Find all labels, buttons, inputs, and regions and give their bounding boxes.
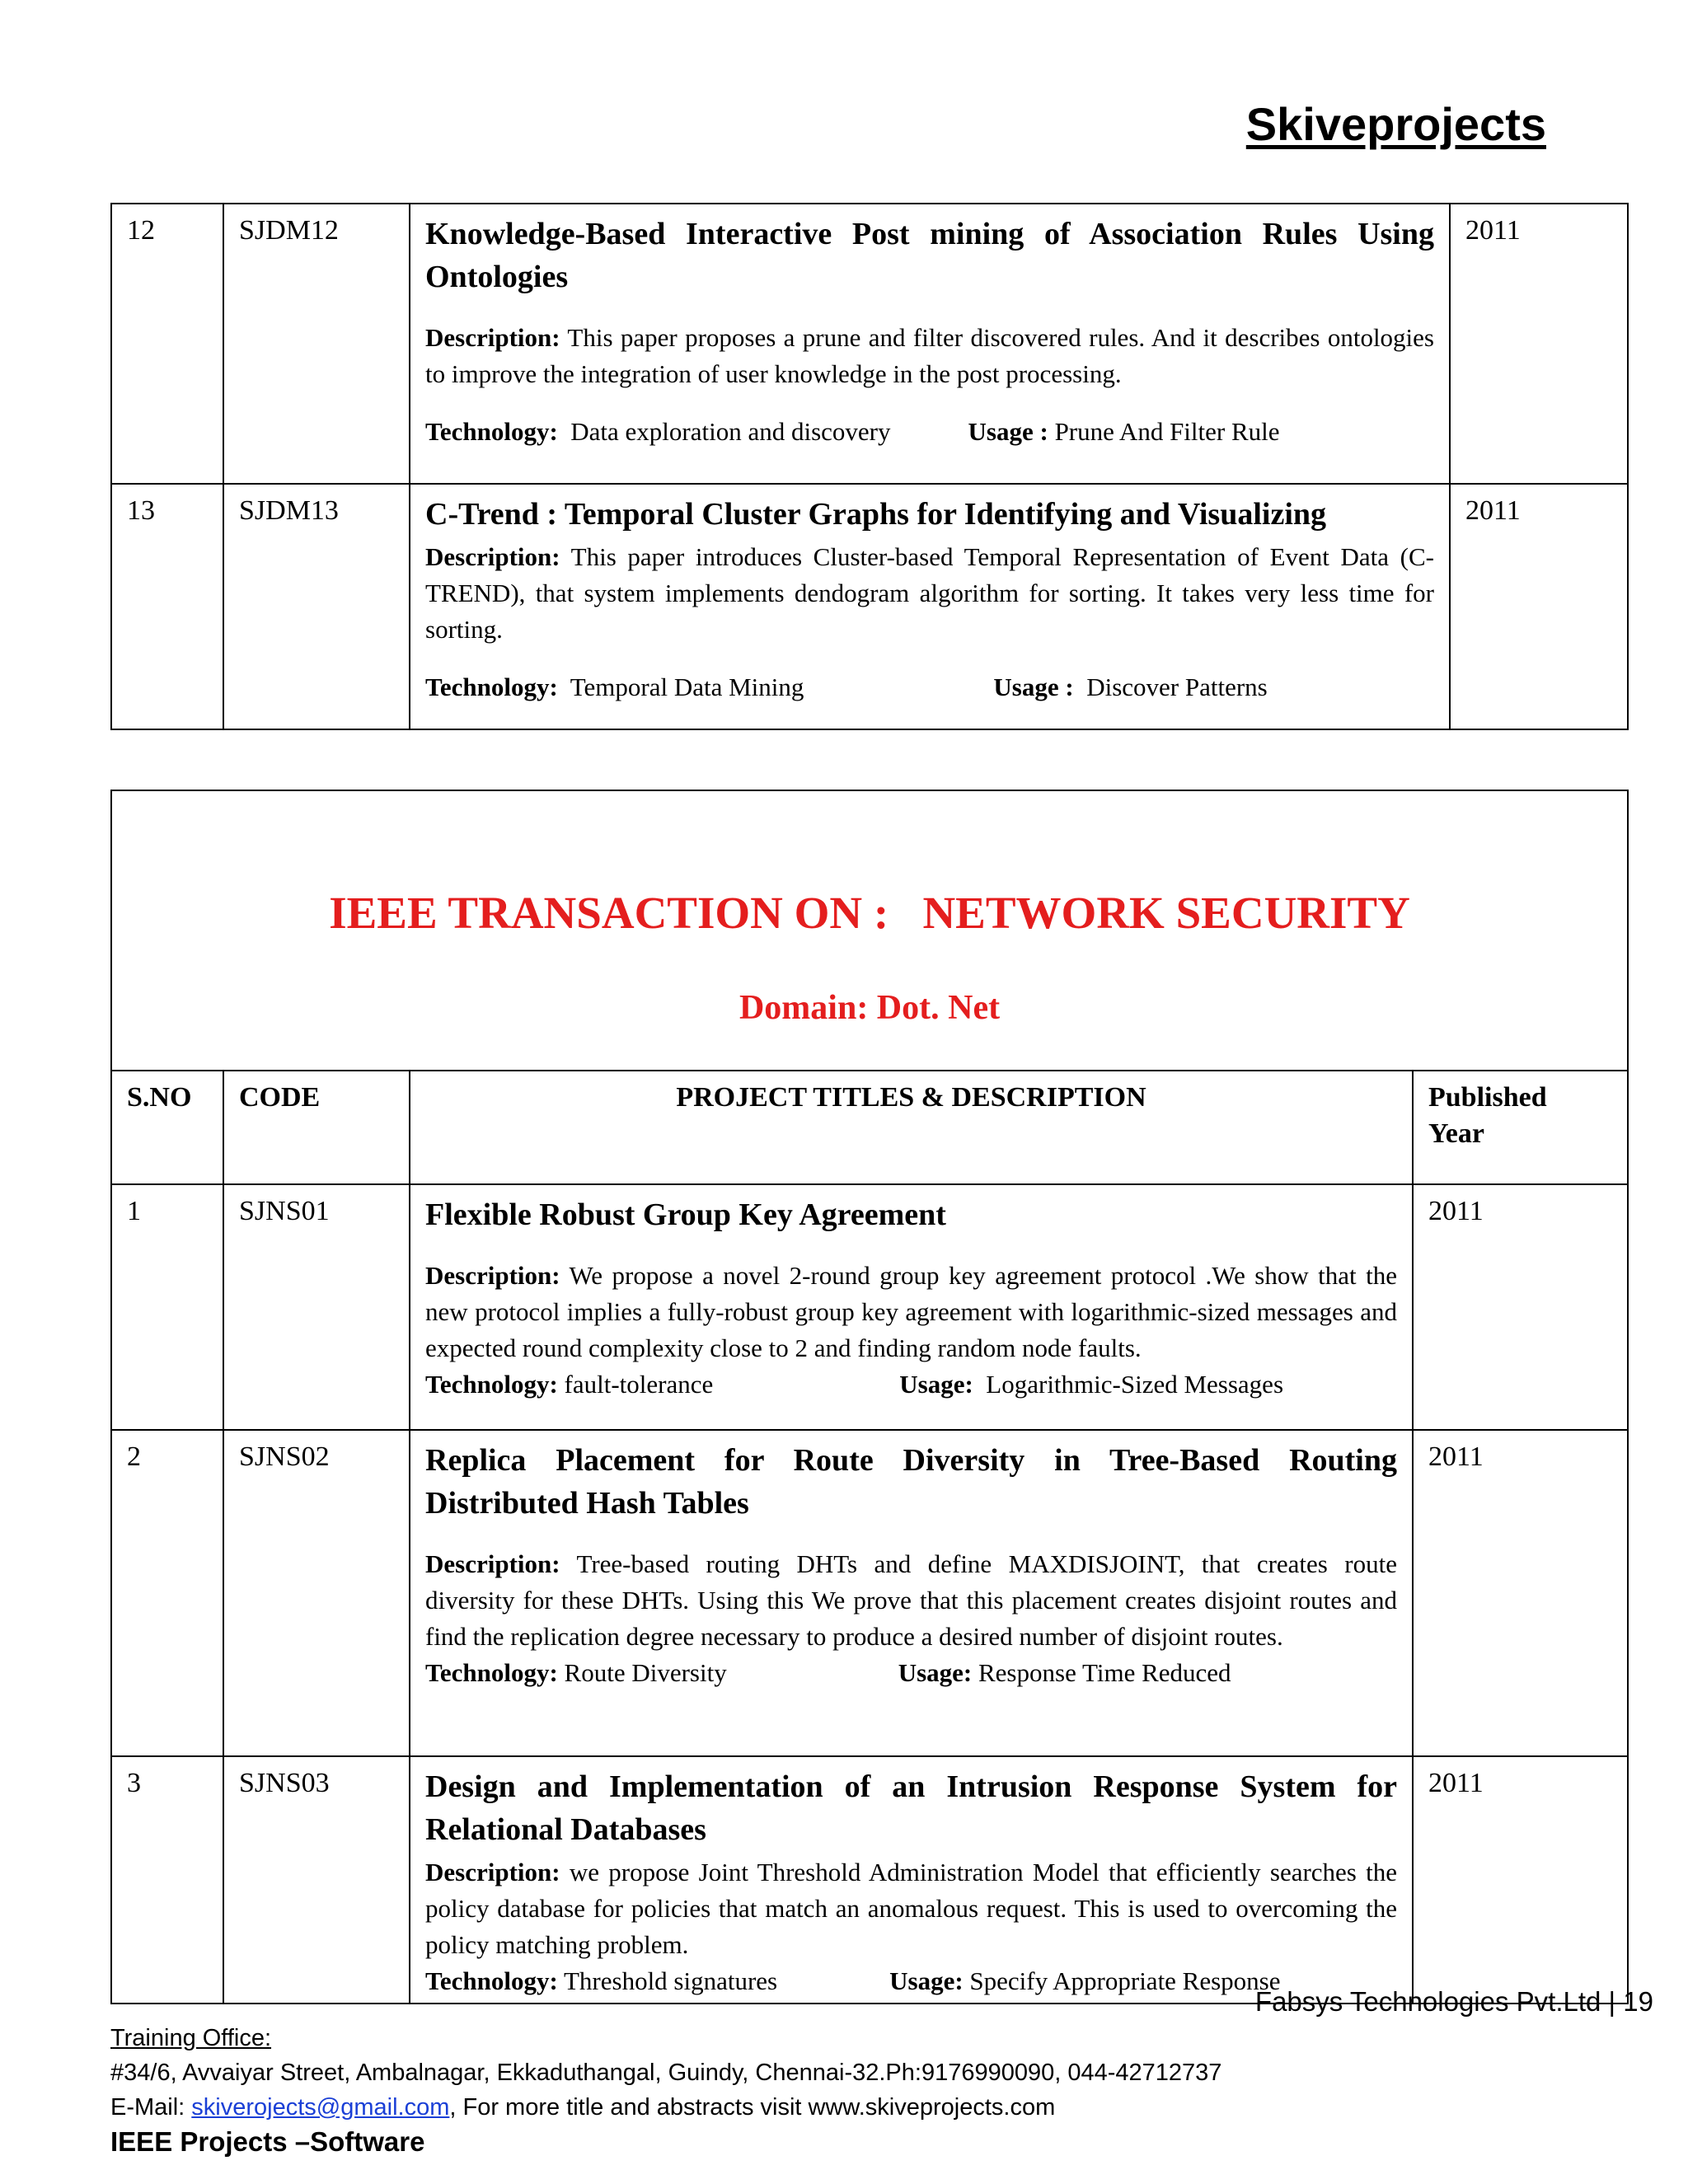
sno-cell: 13 <box>111 484 223 729</box>
technology-label: Technology: <box>425 1658 558 1687</box>
project-description <box>425 320 1434 392</box>
header-code: CODE <box>223 1071 410 1184</box>
year-cell: 2011 <box>1413 1756 1628 2004</box>
project-description <box>425 1854 1397 1963</box>
technology-label: Technology: <box>425 673 558 701</box>
project-title: Flexible Robust Group Key Agreement <box>425 1197 946 1232</box>
header-sno: S.NO <box>111 1071 223 1184</box>
project-description <box>425 1258 1397 1366</box>
usage-value: Response Time Reduced <box>978 1658 1231 1687</box>
technology-value: Data exploration and discovery <box>570 417 891 446</box>
table-row <box>111 484 1628 729</box>
project-technology <box>425 1655 1397 1691</box>
technology-label: Technology: <box>425 417 558 446</box>
technology-label: Technology: <box>425 1370 558 1399</box>
footer-tagline: IEEE Projects –Software <box>110 2126 425 2157</box>
project-description <box>425 1546 1397 1655</box>
project-technology <box>425 1963 1397 1999</box>
footer-company: Fabsys Technologies Pvt.Ltd | 19 <box>1254 1986 1653 2017</box>
footer <box>110 2021 1221 2159</box>
project-cell <box>410 1756 1413 2004</box>
year-cell: 2011 <box>1413 1184 1628 1430</box>
usage-label: Usage : <box>968 417 1048 446</box>
section-domain: Domain: Dot. Net <box>738 989 1001 1027</box>
project-cell <box>410 484 1450 729</box>
footer-email-link[interactable]: skiverojects@gmail.com <box>191 2094 450 2121</box>
table-header-row <box>111 1071 1628 1184</box>
code-cell: SJNS03 <box>223 1756 410 2004</box>
description-label: Description: <box>425 1549 560 1578</box>
code-cell: SJDM13 <box>223 484 410 729</box>
code-cell: SJNS01 <box>223 1184 410 1430</box>
project-cell <box>410 204 1450 484</box>
usage-value: Discover Patterns <box>1086 673 1268 701</box>
description-text: We propose a novel 2-round group key agreement protocol .We show that the new protocol implies a fully-robust group key agreement with logarithmic-sized messages and expected round complexity close to 2 and finding random node faults. <box>425 1261 1397 1362</box>
banner-cell <box>111 790 1628 1071</box>
project-cell <box>410 1430 1413 1756</box>
header-year-line1: Published <box>1428 1082 1547 1113</box>
description-label: Description: <box>425 323 560 352</box>
footer-email-suffix: , For more title and abstracts visit www.skiveprojects.com <box>449 2094 1056 2121</box>
project-technology <box>425 414 1434 450</box>
description-label: Description: <box>425 1261 560 1290</box>
usage-value: Prune And Filter Rule <box>1054 417 1280 446</box>
project-technology <box>425 1366 1397 1403</box>
technology-label: Technology: <box>425 1966 558 1995</box>
table-row <box>111 1756 1628 2004</box>
code-cell: SJDM12 <box>223 204 410 484</box>
header-title: PROJECT TITLES & DESCRIPTION <box>410 1071 1413 1184</box>
header-year <box>1413 1071 1628 1184</box>
usage-label: Usage : <box>993 673 1074 701</box>
table-row <box>111 204 1628 484</box>
project-description <box>425 539 1434 648</box>
footer-address: #34/6, Avvaiyar Street, Ambalnagar, Ekkaduthangal, Guindy, Chennai-32.Ph:9176990090, 044-42712737 <box>110 2060 1222 2086</box>
year-cell: 2011 <box>1450 484 1628 729</box>
description-text: we propose Joint Threshold Administration Model that efficiently searches the policy database for policies that match an anomalous request. This is used to overcoming the policy matching problem. <box>425 1858 1397 1959</box>
section-banner <box>111 790 1628 1071</box>
footer-office-label: Training Office: <box>110 2025 272 2051</box>
sno-cell: 12 <box>111 204 223 484</box>
description-label: Description: <box>425 542 560 571</box>
description-text: This paper introduces Cluster-based Temporal Representation of Event Data (C-TREND), that system implements dendogram algorithm for sorting. It takes very less time for sorting. <box>425 542 1434 644</box>
project-title: Design and Implementation of an Intrusion Response System for Relational Databases <box>425 1769 1397 1847</box>
usage-value: Specify Appropriate Response <box>969 1966 1281 1995</box>
usage-label: Usage: <box>889 1966 964 1995</box>
usage-label: Usage: <box>899 1370 973 1399</box>
technology-value: fault-tolerance <box>564 1370 714 1399</box>
sno-cell: 3 <box>111 1756 223 2004</box>
network-security-table <box>110 790 1629 2004</box>
technology-value: Temporal Data Mining <box>570 673 804 701</box>
projects-table-continued <box>110 203 1629 730</box>
project-technology <box>425 669 1434 705</box>
table-row <box>111 1184 1628 1430</box>
year-cell: 2011 <box>1450 204 1628 484</box>
table-row <box>111 1430 1628 1756</box>
description-label: Description: <box>425 1858 560 1886</box>
year-cell: 2011 <box>1413 1430 1628 1756</box>
code-cell: SJNS02 <box>223 1430 410 1756</box>
sno-cell: 2 <box>111 1430 223 1756</box>
footer-contact <box>110 2090 1221 2125</box>
footer-email-prefix: E-Mail: <box>110 2094 192 2121</box>
project-title: C-Trend : Temporal Cluster Graphs for Identifying and Visualizing <box>425 497 1327 532</box>
project-title: Replica Placement for Route Diversity in Tree-Based Routing Distributed Hash Tables <box>425 1443 1397 1521</box>
technology-value: Threshold signatures <box>563 1966 778 1995</box>
sno-cell: 1 <box>111 1184 223 1430</box>
usage-label: Usage: <box>898 1658 973 1687</box>
brand-title: Skiveprojects <box>1245 98 1546 150</box>
header-year-line2: Year <box>1428 1118 1484 1149</box>
project-cell <box>410 1184 1413 1430</box>
project-title: Knowledge-Based Interactive Post mining of Association Rules Using Ontologies <box>425 217 1434 294</box>
technology-value: Route Diversity <box>564 1658 727 1687</box>
description-text: This paper proposes a prune and filter discovered rules. And it describes ontologies to improve the integration of user knowledge in the post processing. <box>425 323 1434 388</box>
description-text: Tree-based routing DHTs and define MAXDISJOINT, that creates route diversity for these DHTs. Using this We prove that this placement creates disjoint routes and find the replication degree necessary to produce a desired number of disjoint routes. <box>425 1549 1397 1651</box>
usage-value: Logarithmic-Sized Messages <box>986 1370 1284 1399</box>
section-heading: IEEE TRANSACTION ON : NETWORK SECURITY <box>329 888 1410 938</box>
